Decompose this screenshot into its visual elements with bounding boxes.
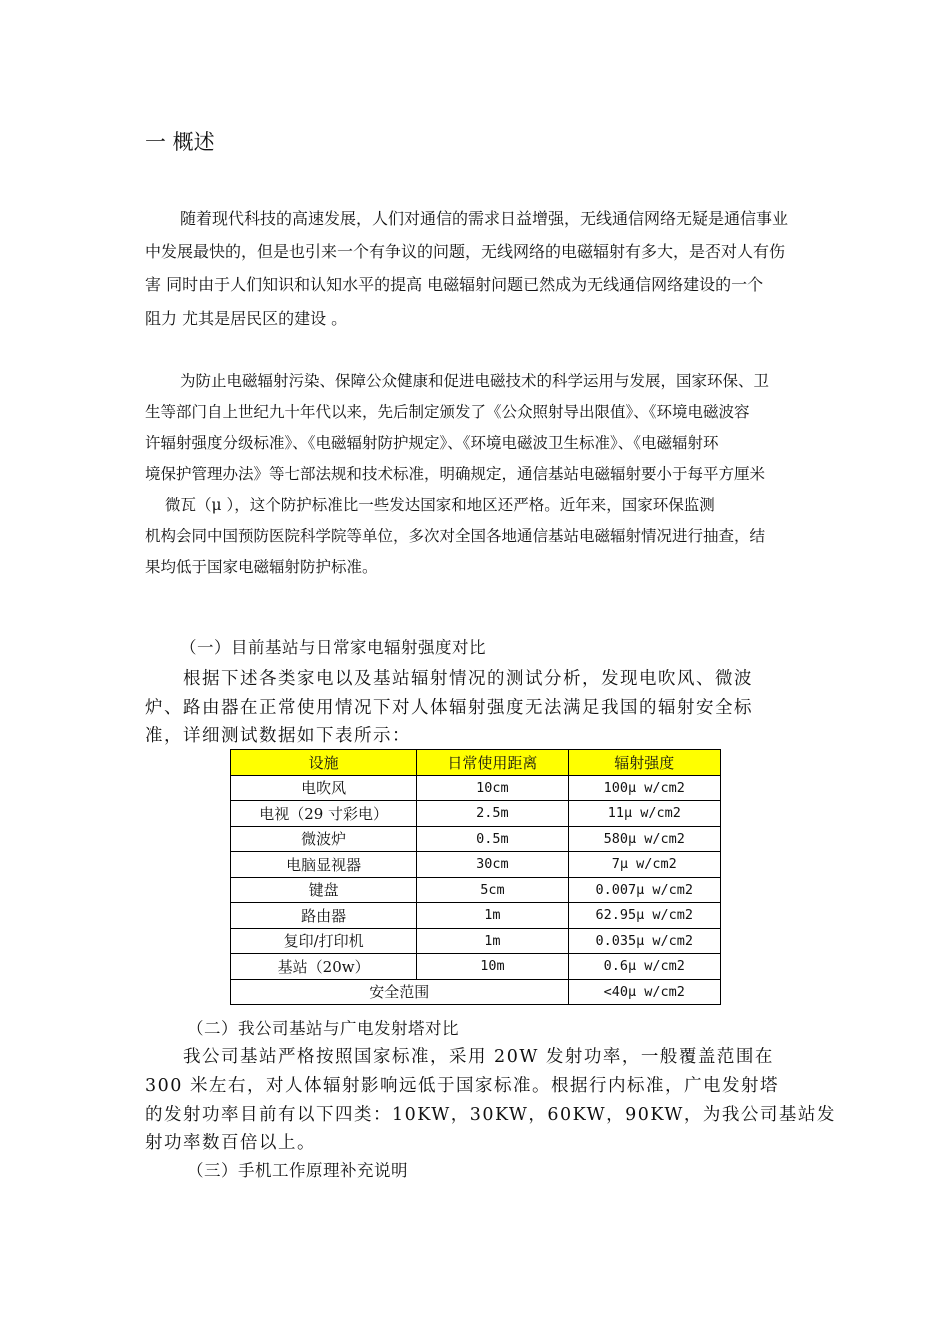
table-row bbox=[231, 877, 721, 903]
table-cell-distance: 2.5m bbox=[417, 801, 568, 827]
table-cell-intensity: 0.007μ w/cm2 bbox=[568, 877, 720, 903]
para4-line3: 的发射功率目前有以下四类：10KW，30KW，60KW，90KW，为我公司基站发 bbox=[145, 1105, 836, 1125]
table-header-cell: 日常使用距离 bbox=[417, 750, 568, 776]
para3-line3: 准，详细测试数据如下表所示： bbox=[145, 726, 411, 746]
table-cell-device: 电视（29 寸彩电） bbox=[231, 801, 417, 827]
table-cell-distance: 1m bbox=[417, 903, 568, 929]
para3-line2: 炉、路由器在正常使用情况下对人体辐射强度无法满足我国的辐射安全标 bbox=[145, 698, 753, 718]
para4-line4: 射功率数百倍以上。 bbox=[145, 1133, 316, 1153]
table-cell-intensity: 7μ w/cm2 bbox=[568, 852, 720, 878]
para3-line1: 根据下述各类家电以及基站辐射情况的测试分析，发现电吹风、微波 bbox=[183, 669, 753, 689]
section2-title: （二）我公司基站与广电发射塔对比 bbox=[187, 1019, 459, 1038]
table-header-row bbox=[231, 750, 721, 776]
para1-line4: 阻力 尤其是居民区的建设 。 bbox=[145, 309, 348, 328]
section1-title: （一）目前基站与日常家电辐射强度对比 bbox=[180, 638, 486, 657]
table-row bbox=[231, 801, 721, 827]
table-row bbox=[231, 852, 721, 878]
table-footer-row bbox=[231, 979, 721, 1005]
table-cell-distance: 10cm bbox=[417, 775, 568, 801]
table-cell-intensity: 100μ w/cm2 bbox=[568, 775, 720, 801]
para2-line2: 生等部门自上世纪九十年代以来，先后制定颁发了《公众照射导出限值》、《环境电磁波容 bbox=[145, 403, 750, 421]
table-cell-device: 电脑显视器 bbox=[231, 852, 417, 878]
table-header-cell: 设施 bbox=[231, 750, 417, 776]
table-cell-distance: 0.5m bbox=[417, 826, 568, 852]
table-cell-device: 路由器 bbox=[231, 903, 417, 929]
para4-line2: 300 米左右，对人体辐射影响远低于国家标准。根据行内标准，广电发射塔 bbox=[145, 1076, 779, 1096]
table-cell-intensity: 62.95μ w/cm2 bbox=[568, 903, 720, 929]
para1-line2: 中发展最快的，但是也引来一个有争议的问题，无线网络的电磁辐射有多大，是否对人有伤 bbox=[145, 242, 786, 261]
para2-line7: 果均低于国家电磁辐射防护标准。 bbox=[145, 558, 378, 576]
table-row bbox=[231, 775, 721, 801]
table-row bbox=[231, 903, 721, 929]
table-row bbox=[231, 826, 721, 852]
table-row bbox=[231, 928, 721, 954]
table-cell-device: 微波炉 bbox=[231, 826, 417, 852]
para2-line3: 许辐射强度分级标准》、《电磁辐射防护规定》、《环境电磁波卫生标准》、《电磁辐射环 bbox=[145, 434, 719, 452]
para2-line1: 为防止电磁辐射污染、保障公众健康和促进电磁技术的科学运用与发展，国家环保、卫 bbox=[180, 372, 770, 390]
table-cell-distance: 10m bbox=[417, 954, 568, 980]
table-cell-distance: 5cm bbox=[417, 877, 568, 903]
table-row bbox=[231, 954, 721, 980]
table-cell-intensity: 0.6μ w/cm2 bbox=[568, 954, 720, 980]
table-footer-value: <40μ w/cm2 bbox=[568, 979, 720, 1005]
para4-line1: 我公司基站严格按照国家标准，采用 20W 发射功率，一般覆盖范围在 bbox=[183, 1047, 774, 1067]
section3-title: （三）手机工作原理补充说明 bbox=[187, 1161, 408, 1180]
para2-line4: 境保护管理办法》等七部法规和技术标准，明确规定，通信基站电磁辐射要小于每平方厘米 bbox=[145, 465, 766, 483]
table-cell-intensity: 580μ w/cm2 bbox=[568, 826, 720, 852]
table-cell-distance: 30cm bbox=[417, 852, 568, 878]
table-cell-device: 电吹风 bbox=[231, 775, 417, 801]
para2-line5: 微瓦（μ ），这个防护标准比一些发达国家和地区还严格。近年来，国家环保监测 bbox=[165, 496, 715, 514]
para1-line1: 随着现代科技的高速发展，人们对通信的需求日益增强，无线通信网络无疑是通信事业 bbox=[180, 209, 789, 228]
table-cell-distance: 1m bbox=[417, 928, 568, 954]
table-header-cell: 辐射强度 bbox=[568, 750, 720, 776]
para1-line3: 害 同时由于人们知识和认知水平的提高 电磁辐射问题已然成为无线通信网络建设的一个 bbox=[145, 275, 764, 294]
table-cell-intensity: 0.035μ w/cm2 bbox=[568, 928, 720, 954]
para2-line6: 机构会同中国预防医院科学院等单位，多次对全国各地通信基站电磁辐射情况进行抽查，结 bbox=[145, 527, 766, 545]
table-cell-device: 基站（20w） bbox=[231, 954, 417, 980]
table-footer-label: 安全范围 bbox=[231, 979, 569, 1005]
radiation-table bbox=[230, 749, 721, 1005]
section-heading: 一 概述 bbox=[145, 130, 215, 154]
table-cell-device: 键盘 bbox=[231, 877, 417, 903]
table-cell-device: 复印/打印机 bbox=[231, 928, 417, 954]
table-cell-intensity: 11μ w/cm2 bbox=[568, 801, 720, 827]
